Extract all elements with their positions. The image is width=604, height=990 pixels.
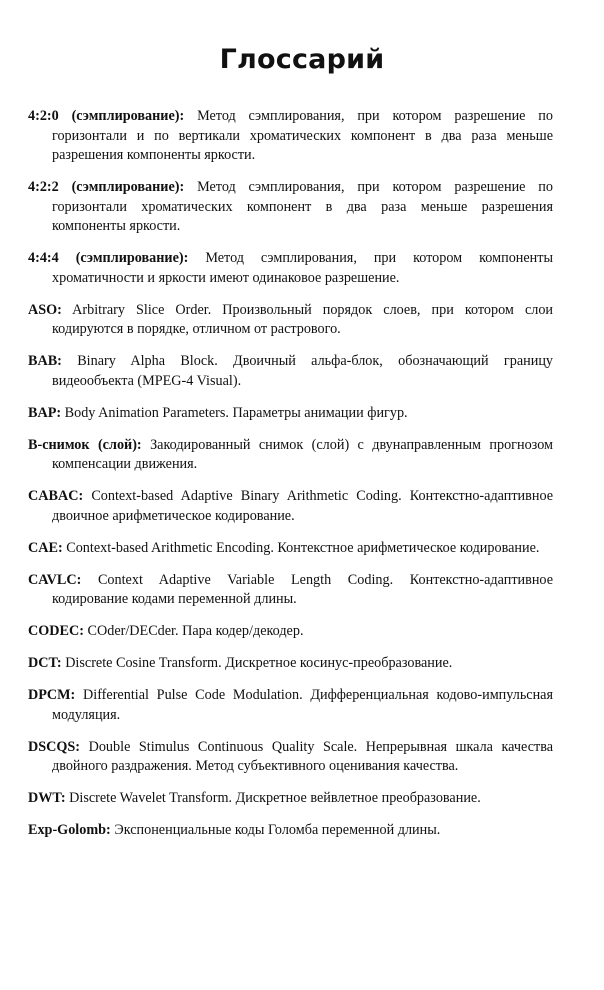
glossary-definition: Binary Alpha Block. Двоичный альфа-блок, обозначающий границу видеообъекта (MPEG-4 Visual). bbox=[52, 353, 554, 389]
glossary-definition: Метод сэмплирования, при котором компоненты хроматичности и яркости имеют одинаковое разрешение. bbox=[52, 250, 553, 286]
glossary-term: Exp-Golomb: bbox=[28, 822, 111, 838]
glossary-entry-bab bbox=[28, 352, 553, 391]
glossary-entry-b-picture bbox=[28, 436, 553, 475]
glossary-entry-dpcm bbox=[28, 686, 553, 725]
glossary-definition: COder/DECder. Пара кодер/декодер. bbox=[87, 623, 304, 639]
glossary-entry-codec bbox=[28, 622, 553, 642]
glossary-entry-cae bbox=[28, 539, 553, 559]
glossary-term: CODEC: bbox=[28, 623, 84, 639]
glossary-term: 4:2:0 (сэмплирование): bbox=[28, 108, 185, 124]
glossary-term: BAP: bbox=[28, 404, 62, 421]
glossary-entry-exp-golomb bbox=[28, 821, 553, 841]
glossary-term: 4:4:4 (сэмплирование): bbox=[28, 250, 189, 266]
glossary-entry-dwt bbox=[28, 789, 553, 809]
glossary-definition: Закодированный снимок (слой) с двунаправленным прогнозом компенсации движения. bbox=[52, 436, 554, 472]
glossary-list bbox=[28, 107, 553, 853]
glossary-entry-444 bbox=[28, 249, 553, 288]
glossary-definition: Arbitrary Slice Order. Произвольный порядок слоев, при котором слои кодируются в порядке, отличном от растрового. bbox=[52, 301, 554, 337]
glossary-term: 4:2:2 (сэмплирование): bbox=[28, 179, 185, 195]
glossary-entry-422 bbox=[28, 178, 553, 237]
glossary-entry-dct bbox=[28, 654, 553, 674]
glossary-definition: Double Stimulus Continuous Quality Scale. Непрерывная шкала качества двойного раздражения. Метод субъективного оценивания качества. bbox=[52, 738, 554, 774]
glossary-definition: Context Adaptive Variable Length Coding. Контекстно-адаптивное кодирование кодами переменной длины. bbox=[52, 571, 554, 607]
glossary-term: B-снимок (слой): bbox=[28, 436, 142, 453]
glossary-entry-bap bbox=[28, 404, 553, 424]
glossary-term: DCT: bbox=[28, 655, 62, 671]
glossary-term: CAE: bbox=[28, 539, 63, 556]
glossary-entry-cavlc bbox=[28, 571, 553, 610]
glossary-definition: Context-based Arithmetic Encoding. Контекстное арифметическое кодирование. bbox=[66, 539, 540, 556]
glossary-term: CAVLC: bbox=[28, 571, 82, 588]
glossary-definition: Context-based Adaptive Binary Arithmetic Coding. Контекстно-адаптивное двоичное арифметическое кодирование. bbox=[52, 488, 554, 524]
glossary-term: ASO: bbox=[28, 301, 62, 318]
glossary-entry-cabac bbox=[28, 487, 553, 526]
glossary-definition: Discrete Wavelet Transform. Дискретное вейвлетное преобразование. bbox=[69, 790, 481, 806]
glossary-entry-dscqs bbox=[28, 738, 553, 777]
glossary-definition: Экспоненциальные коды Голомба переменной длины. bbox=[114, 822, 441, 838]
glossary-definition: Discrete Cosine Transform. Дискретное косинус-преобразование. bbox=[65, 655, 453, 671]
glossary-term: CABAC: bbox=[28, 488, 84, 504]
glossary-entry-420 bbox=[28, 107, 553, 166]
glossary-definition: Differential Pulse Code Modulation. Дифференциальная кодово-импульсная модуляция. bbox=[52, 687, 553, 723]
glossary-definition: Body Animation Parameters. Параметры анимации фигур. bbox=[64, 404, 408, 421]
glossary-definition: Метод сэмплирования, при котором разрешение по горизонтали хроматических компонент в два раза меньше разрешения компоненты яркости. bbox=[52, 179, 553, 234]
glossary-definition: Метод сэмплирования, при котором разрешение по горизонтали и по вертикали хроматических компонент в два раза меньше разрешения компоненты яркости. bbox=[52, 108, 553, 163]
glossary-entry-aso bbox=[28, 301, 553, 340]
glossary-term: DSCQS: bbox=[28, 738, 81, 755]
page-title: Глоссарий bbox=[219, 44, 385, 76]
glossary-term: BAB: bbox=[28, 353, 62, 369]
glossary-term: DPCM: bbox=[28, 687, 76, 703]
glossary-term: DWT: bbox=[28, 790, 66, 806]
